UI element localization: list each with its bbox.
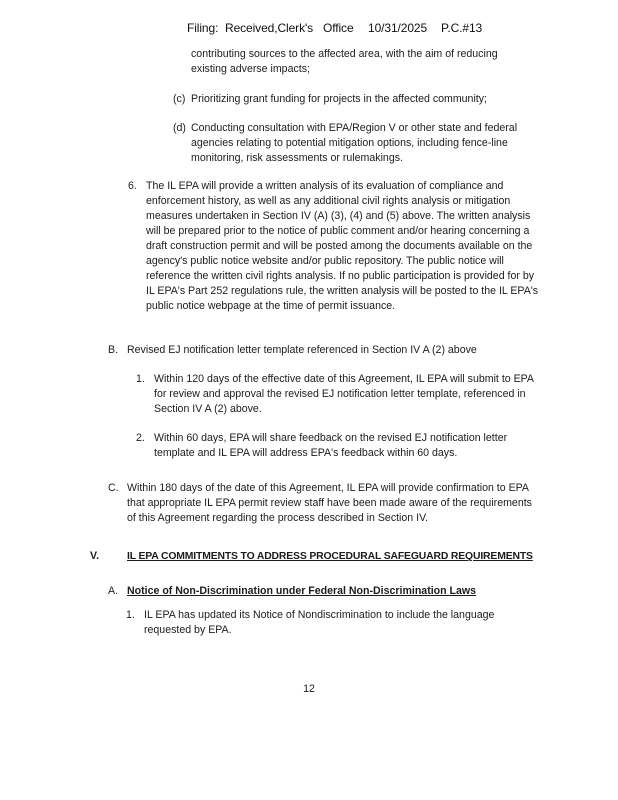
section-V-title: IL EPA COMMITMENTS TO ADDRESS PROCEDURAL SAFEGUARD REQUIREMENTS: [127, 551, 533, 562]
item-B1-text: Within 120 days of the effective date of this Agreement, IL EPA will submit to EPA for review and approval the revised EJ notification letter template, referenced in Section IV A (2) above.: [154, 373, 534, 415]
filing-label: Filing:: [187, 21, 219, 35]
item-d-label: (d): [173, 122, 186, 134]
item-C-label: C.: [108, 482, 119, 494]
item-6-label: 6.: [128, 180, 137, 192]
item-d-text: Conducting consultation with EPA/Region V or other state and federal agencies relating to potential mitigation options, including fence-line monitoring, risk assessments or rulemakings.: [191, 122, 518, 164]
item-VA-label: A.: [108, 585, 119, 597]
item-VA-title: Notice of Non-Discrimination under Federal Non-Discrimination Laws: [127, 585, 477, 597]
item-B-label: B.: [108, 344, 119, 356]
received-label: Received,Clerk's: [225, 21, 314, 35]
item-B1-label: 1.: [136, 373, 145, 385]
item-c-text: Prioritizing grant funding for projects in the affected community;: [191, 93, 487, 105]
item-VA1-text: IL EPA has updated its Notice of Nondiscrimination to include the language requested by EPA.: [144, 609, 495, 636]
item-6-text: The IL EPA will provide a written analysis of its evaluation of compliance and enforcement history, as well as any additional civil rights analysis or mitigation measures undertaken in Section IV (A) (3), (4) and (5) above. The written analysis will be prepared prior to the notice of public comment and/or hearing concerning a draft construction permit and will be posted among the documents available on the agency's public notice website and/or public repository. The public notice will reference the written civil rights analysis. If no public participation is provided for by IL EPA's Part 252 regulations rule, the written analysis will be posted to the IL EPA's public notice webpage at the time of permit issuance.: [146, 180, 539, 312]
continued-paragraph: contributing sources to the affected area, with the aim of reducing existing adverse impacts;: [191, 48, 498, 75]
item-C-text: Within 180 days of the date of this Agreement, IL EPA will provide confirmation to EPA that appropriate IL EPA permit review staff have been made aware of the requirements of this Agreement regarding the process described in Section IV.: [127, 482, 532, 524]
item-B2-text: Within 60 days, EPA will share feedback on the revised EJ notification letter template and IL EPA will address EPA's feedback within 60 days.: [154, 432, 508, 459]
section-V-label: V.: [90, 550, 100, 562]
item-B2-label: 2.: [136, 432, 145, 444]
page-number: 12: [303, 683, 315, 695]
filing-date: 10/31/2025: [368, 21, 428, 35]
office-label: Office: [323, 21, 354, 35]
pc-number: P.C.#13: [441, 21, 483, 35]
item-B-text: Revised EJ notification letter template referenced in Section IV A (2) above: [127, 344, 477, 356]
filing-stamp-header: [187, 21, 482, 35]
item-VA1-label: 1.: [126, 609, 135, 621]
item-c-label: (c): [173, 93, 186, 105]
